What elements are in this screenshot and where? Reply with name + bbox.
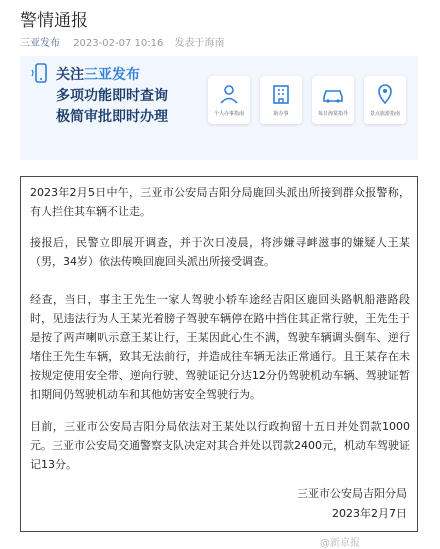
banner-line1 (56, 64, 140, 84)
article-meta (20, 34, 225, 49)
building-icon (269, 82, 293, 106)
notice-signature-date: 2023年2月7日 (332, 507, 407, 520)
publish-location: 发表于海南 (174, 38, 225, 49)
banner-card-label: 个人办事指南 (213, 111, 244, 117)
notice-paragraph-4: 目前，三亚市公安局吉阳分局依法对王某处以行政拘留十五日并处罚款1000元。三亚市公安局交通警察支队决定对其合并处以罚款2400元，机动车驾驶证记13分。 (30, 420, 410, 471)
banner-card-scenic (364, 76, 406, 124)
banner-line3: 极简审批即时办理 (56, 109, 168, 125)
banner-account-name: 三亚发布 (84, 67, 140, 83)
banner-card-label: 每日海棠指导 (317, 111, 348, 117)
car-icon (321, 82, 345, 106)
location-icon (373, 82, 397, 106)
police-notice-box (20, 176, 418, 532)
follow-banner-image[interactable] (20, 56, 418, 160)
article-title: 警情通报 (20, 11, 88, 31)
publish-time: 2023-02-07 10:16 (73, 38, 164, 49)
notice-paragraph-2: 接报后，民警立即展开调查，并于次日凌晨，将涉嫌寻衅滋事的嫌疑人王某（男，34岁）依法传唤回鹿回头派出所接受调查。 (30, 236, 410, 268)
notice-paragraph-3: 经查，当日，事主王先生一家人驾驶小轿车途经吉阳区鹿回头路帆船港路段时，见违法行为人王某光着膀子驾驶车辆停在路中挡住其正常行驶，王先生于是按了两声喇叭示意王某让行，王某因此心生不满，驾驶车辆调头倒车、逆行堵住王先生车辆，致其无法前行，并造成往车辆无法正常通行。且王某存在未按规定使用安全带、逆向行驶、驾驶证记分达12分仍驾驶机动车辆、驾驶证暂扣期间仍驾驶机动车和其他妨害安全驾驶行为。 (30, 293, 410, 401)
banner-card-label: 景点旅游指南 (369, 111, 400, 117)
phone-icon (30, 62, 52, 84)
banner-line1-prefix: 关注 (56, 67, 84, 83)
banner-card-daily (312, 76, 354, 124)
notice-signature-org: 三亚市公安局吉阳分局 (297, 487, 407, 500)
banner-card-label: 街办事 (273, 111, 289, 117)
banner-card-guide (208, 76, 250, 124)
person-icon (217, 82, 241, 106)
banner-card-office (260, 76, 302, 124)
notice-paragraph-1: 2023年2月5日中午，三亚市公安局吉阳分局鹿回头派出所接到群众报警称，有人拦住其车辆不让走。 (30, 186, 410, 218)
banner-line2: 多项功能即时查询 (56, 88, 168, 104)
source-account-link[interactable]: 三亚发布 (20, 38, 60, 49)
watermark-text: @新京报 (320, 538, 360, 549)
